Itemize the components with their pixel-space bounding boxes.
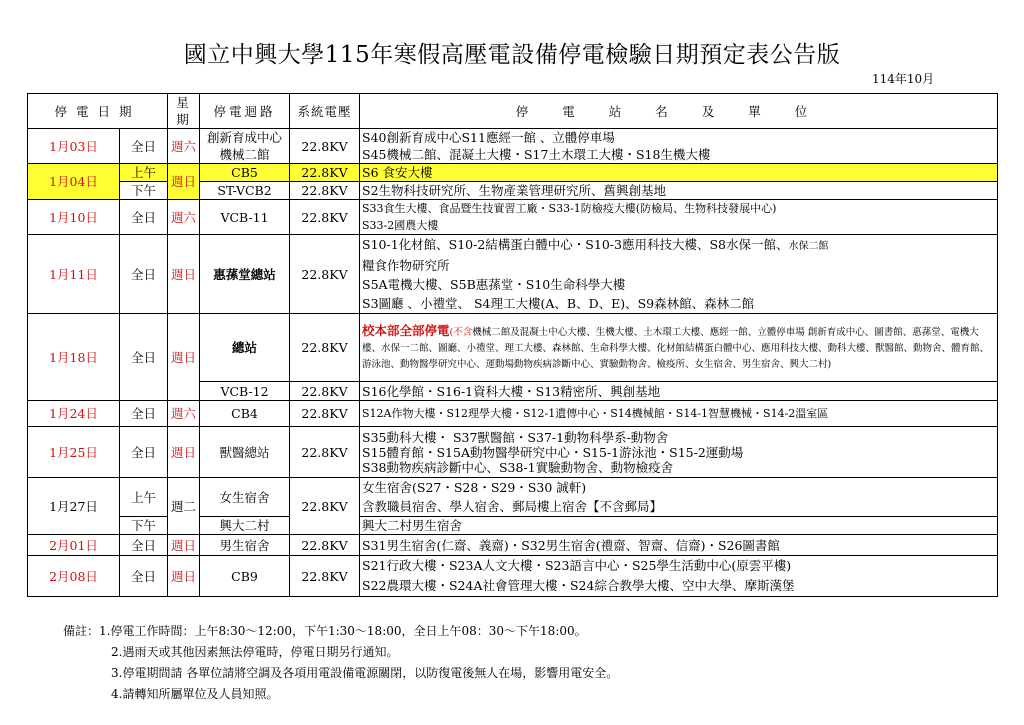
row-week: 週日 — [168, 164, 200, 200]
row-date: 1月10日 — [28, 200, 120, 235]
row-time: 下午 — [120, 182, 168, 200]
row-week: 週日 — [168, 427, 200, 478]
notes — [63, 621, 618, 705]
row-stations: S6 食安大樓 — [360, 164, 998, 182]
row-time: 全日 — [120, 235, 168, 314]
station-line: S45機械二館、混凝土大樓・S17土木環工大樓・S18生機大樓 — [362, 147, 711, 162]
row-stations: 興大二村男生宿舍 — [360, 517, 998, 535]
table-row — [28, 164, 998, 182]
row-time: 上午 — [120, 164, 168, 182]
row-circuit: 總站 — [200, 314, 290, 382]
table-row — [28, 401, 998, 427]
station-text-small: 水保二館 — [788, 241, 829, 252]
row-time: 全日 — [120, 556, 168, 597]
row-date: 2月08日 — [28, 556, 120, 597]
row-time: 全日 — [120, 401, 168, 427]
note-line: 2.遇雨天或其他因素無法停電時，停電日期另行通知。 — [111, 645, 399, 659]
row-voltage: 22.8KV — [290, 478, 360, 535]
station-line: S40創新育成中心S11應經一館 、立體停車場 — [362, 130, 615, 145]
circuit-line: 創新育成中心 — [207, 130, 283, 145]
note-line: 3.停電期間請 各單位請將空調及各項用電設備電源關閉，以防復電後無人在場，影響用電安全。 — [111, 666, 619, 680]
row-stations — [360, 129, 998, 164]
row-date: 1月24日 — [28, 401, 120, 427]
station-line: S35動科大樓・ S37獸醫館・S37-1動物科學系-動物舍 — [362, 429, 669, 445]
row-stations: S16化學館・S16-1資科大樓・S13精密所、興創基地 — [360, 382, 998, 401]
row-time: 上午 — [120, 478, 168, 517]
row-week: 週日 — [168, 556, 200, 597]
table-row — [28, 235, 998, 314]
row-voltage: 22.8KV — [290, 314, 360, 382]
row-stations: S12A作物大樓・S12理學大樓・S12-1遺傳中心・S14機械館・S14-1智慧機械・S14-2溫室區 — [360, 401, 998, 427]
row-circuit: ST-VCB2 — [200, 182, 290, 200]
row-circuit — [200, 129, 290, 164]
row-voltage: 22.8KV — [290, 382, 360, 401]
row-voltage: 22.8KV — [290, 200, 360, 235]
table-row — [28, 200, 998, 235]
header-circuit: 停電迴路 — [200, 94, 290, 129]
row-voltage: 22.8KV — [290, 556, 360, 597]
station-line: S33食生大樓、食品暨生技實習工廠・S33-1防檢疫大樓(防檢局、生物科技發展中心) — [362, 202, 777, 215]
row-week: 週六 — [168, 129, 200, 164]
row-stations — [360, 478, 998, 517]
page-title: 國立中興大學115年寒假高壓電設備停電檢驗日期預定表公告版 — [183, 42, 841, 68]
station-line: 女生宿舍(S27・S28・S29・S30 誠軒) — [362, 480, 587, 495]
station-line: S22農環大樓・S24A社會管理大樓・S24綜合教學大樓、空中大學、摩斯漢堡 — [362, 578, 795, 593]
station-text: S10-1化材館、S10-2結構蛋白體中心・S10-3應用科技大樓、S8水保一館、 — [362, 237, 789, 252]
schedule-table — [27, 93, 998, 597]
table-row — [28, 314, 998, 382]
row-circuit: VCB-12 — [200, 382, 290, 401]
row-date: 1月11日 — [28, 235, 120, 314]
row-time: 全日 — [120, 535, 168, 556]
row-stations — [360, 235, 998, 314]
header-row — [28, 94, 998, 129]
table-row — [28, 535, 998, 556]
row-date: 1月18日 — [28, 314, 120, 401]
note-line: 備註：1.停電工作時間：上午8:30～12:00，下午1:30～18:00，全日上午08：30～下午18:00。 — [63, 624, 587, 638]
row-circuit: 惠蓀堂總站 — [200, 235, 290, 314]
table-row — [28, 478, 998, 517]
row-circuit: CB5 — [200, 164, 290, 182]
row-date: 1月27日 — [28, 478, 120, 535]
row-stations: S31男生宿舍(仁齋、義齋)・S32男生宿舍(禮齋、智齋、信齋)・S26圖書館 — [360, 535, 998, 556]
row-voltage: 22.8KV — [290, 401, 360, 427]
header-week: 星期 — [168, 94, 200, 129]
row-circuit: 興大二村 — [200, 517, 290, 535]
row-date: 1月03日 — [28, 129, 120, 164]
station-line: S3圖廳 、小禮堂、 S4理工大樓(A、B、D、E)、S9森林館、森林二館 — [362, 296, 755, 311]
row-date: 2月01日 — [28, 535, 120, 556]
table-row — [28, 427, 998, 478]
station-line: S15體育館・S15A動物醫學研究中心・S15-1游泳池・S15-2運動場 — [362, 444, 744, 460]
row-circuit: 男生宿舍 — [200, 535, 290, 556]
table-row — [28, 556, 998, 597]
excluded-buildings: 機械二館及混凝土中心大樓、生機大樓、土木環工大樓、應經一館、立體停車場 創新育成中心、圖書館、惠蓀堂、電機大樓、水保一二館、圖廳、小禮堂、理工大樓、森林館、生命科學大樓、化材館結構蛋白體中心、應用科技大樓、動科大樓、獸醫館、動物舍、體育館、游泳池、動物醫學研究中心、運動場動物疾病診斷中心、實驗動物舍、檢疫所、女生宿舍、男生宿舍、興大二村) — [362, 326, 990, 370]
row-time: 全日 — [120, 129, 168, 164]
row-voltage: 22.8KV — [290, 182, 360, 200]
station-line: 糧食作物研究所 — [362, 258, 450, 273]
row-date: 1月04日 — [28, 164, 120, 200]
row-circuit: 獸醫總站 — [200, 427, 290, 478]
row-time: 全日 — [120, 314, 168, 401]
station-line: S21行政大樓・S23A人文大樓・S23語言中心・S25學生活動中心(原雲平樓) — [362, 558, 792, 573]
row-voltage: 22.8KV — [290, 535, 360, 556]
row-stations — [360, 314, 998, 382]
row-circuit: VCB-11 — [200, 200, 290, 235]
circuit-line: 機械二館 — [219, 147, 270, 162]
header-stations: 停電站名及單位 — [360, 94, 998, 129]
publish-date: 114年10月 — [872, 72, 935, 86]
row-stations: S2生物科技研究所、生物產業管理研究所、舊興創基地 — [360, 182, 998, 200]
row-circuit: 女生宿舍 — [200, 478, 290, 517]
station-line: 含教職員宿舍、學人宿舍、郵局樓上宿舍【不含郵局】 — [362, 499, 663, 514]
station-line: S5A電機大樓、S5B惠蓀堂・S10生命科學大樓 — [362, 277, 626, 292]
row-time: 全日 — [120, 200, 168, 235]
row-week: 週六 — [168, 200, 200, 235]
row-time: 下午 — [120, 517, 168, 535]
row-week: 週二 — [168, 478, 200, 535]
row-week: 週日 — [168, 314, 200, 401]
header-voltage: 系統電壓 — [290, 94, 360, 129]
row-circuit: CB9 — [200, 556, 290, 597]
row-stations — [360, 200, 998, 235]
row-voltage: 22.8KV — [290, 235, 360, 314]
station-line: S33-2國農大樓 — [362, 219, 439, 232]
row-week: 週日 — [168, 535, 200, 556]
header-date: 停電日期 — [28, 94, 168, 129]
row-date: 1月25日 — [28, 427, 120, 478]
row-voltage: 22.8KV — [290, 164, 360, 182]
row-time: 全日 — [120, 427, 168, 478]
row-week: 週六 — [168, 401, 200, 427]
note-line: 4.請轉知所屬單位及人員知照。 — [111, 687, 279, 701]
row-circuit: CB4 — [200, 401, 290, 427]
station-line: S38動物疾病診斷中心、S38-1實驗動物舍、動物檢疫舍 — [362, 459, 674, 475]
row-voltage: 22.8KV — [290, 129, 360, 164]
station-line — [362, 235, 995, 256]
exclude-label: (不含 — [449, 326, 473, 338]
table-row — [28, 129, 998, 164]
row-voltage: 22.8KV — [290, 427, 360, 478]
row-stations — [360, 427, 998, 478]
row-stations — [360, 556, 998, 597]
full-outage-label: 校本部全部停電 — [362, 322, 450, 338]
row-week: 週日 — [168, 235, 200, 314]
